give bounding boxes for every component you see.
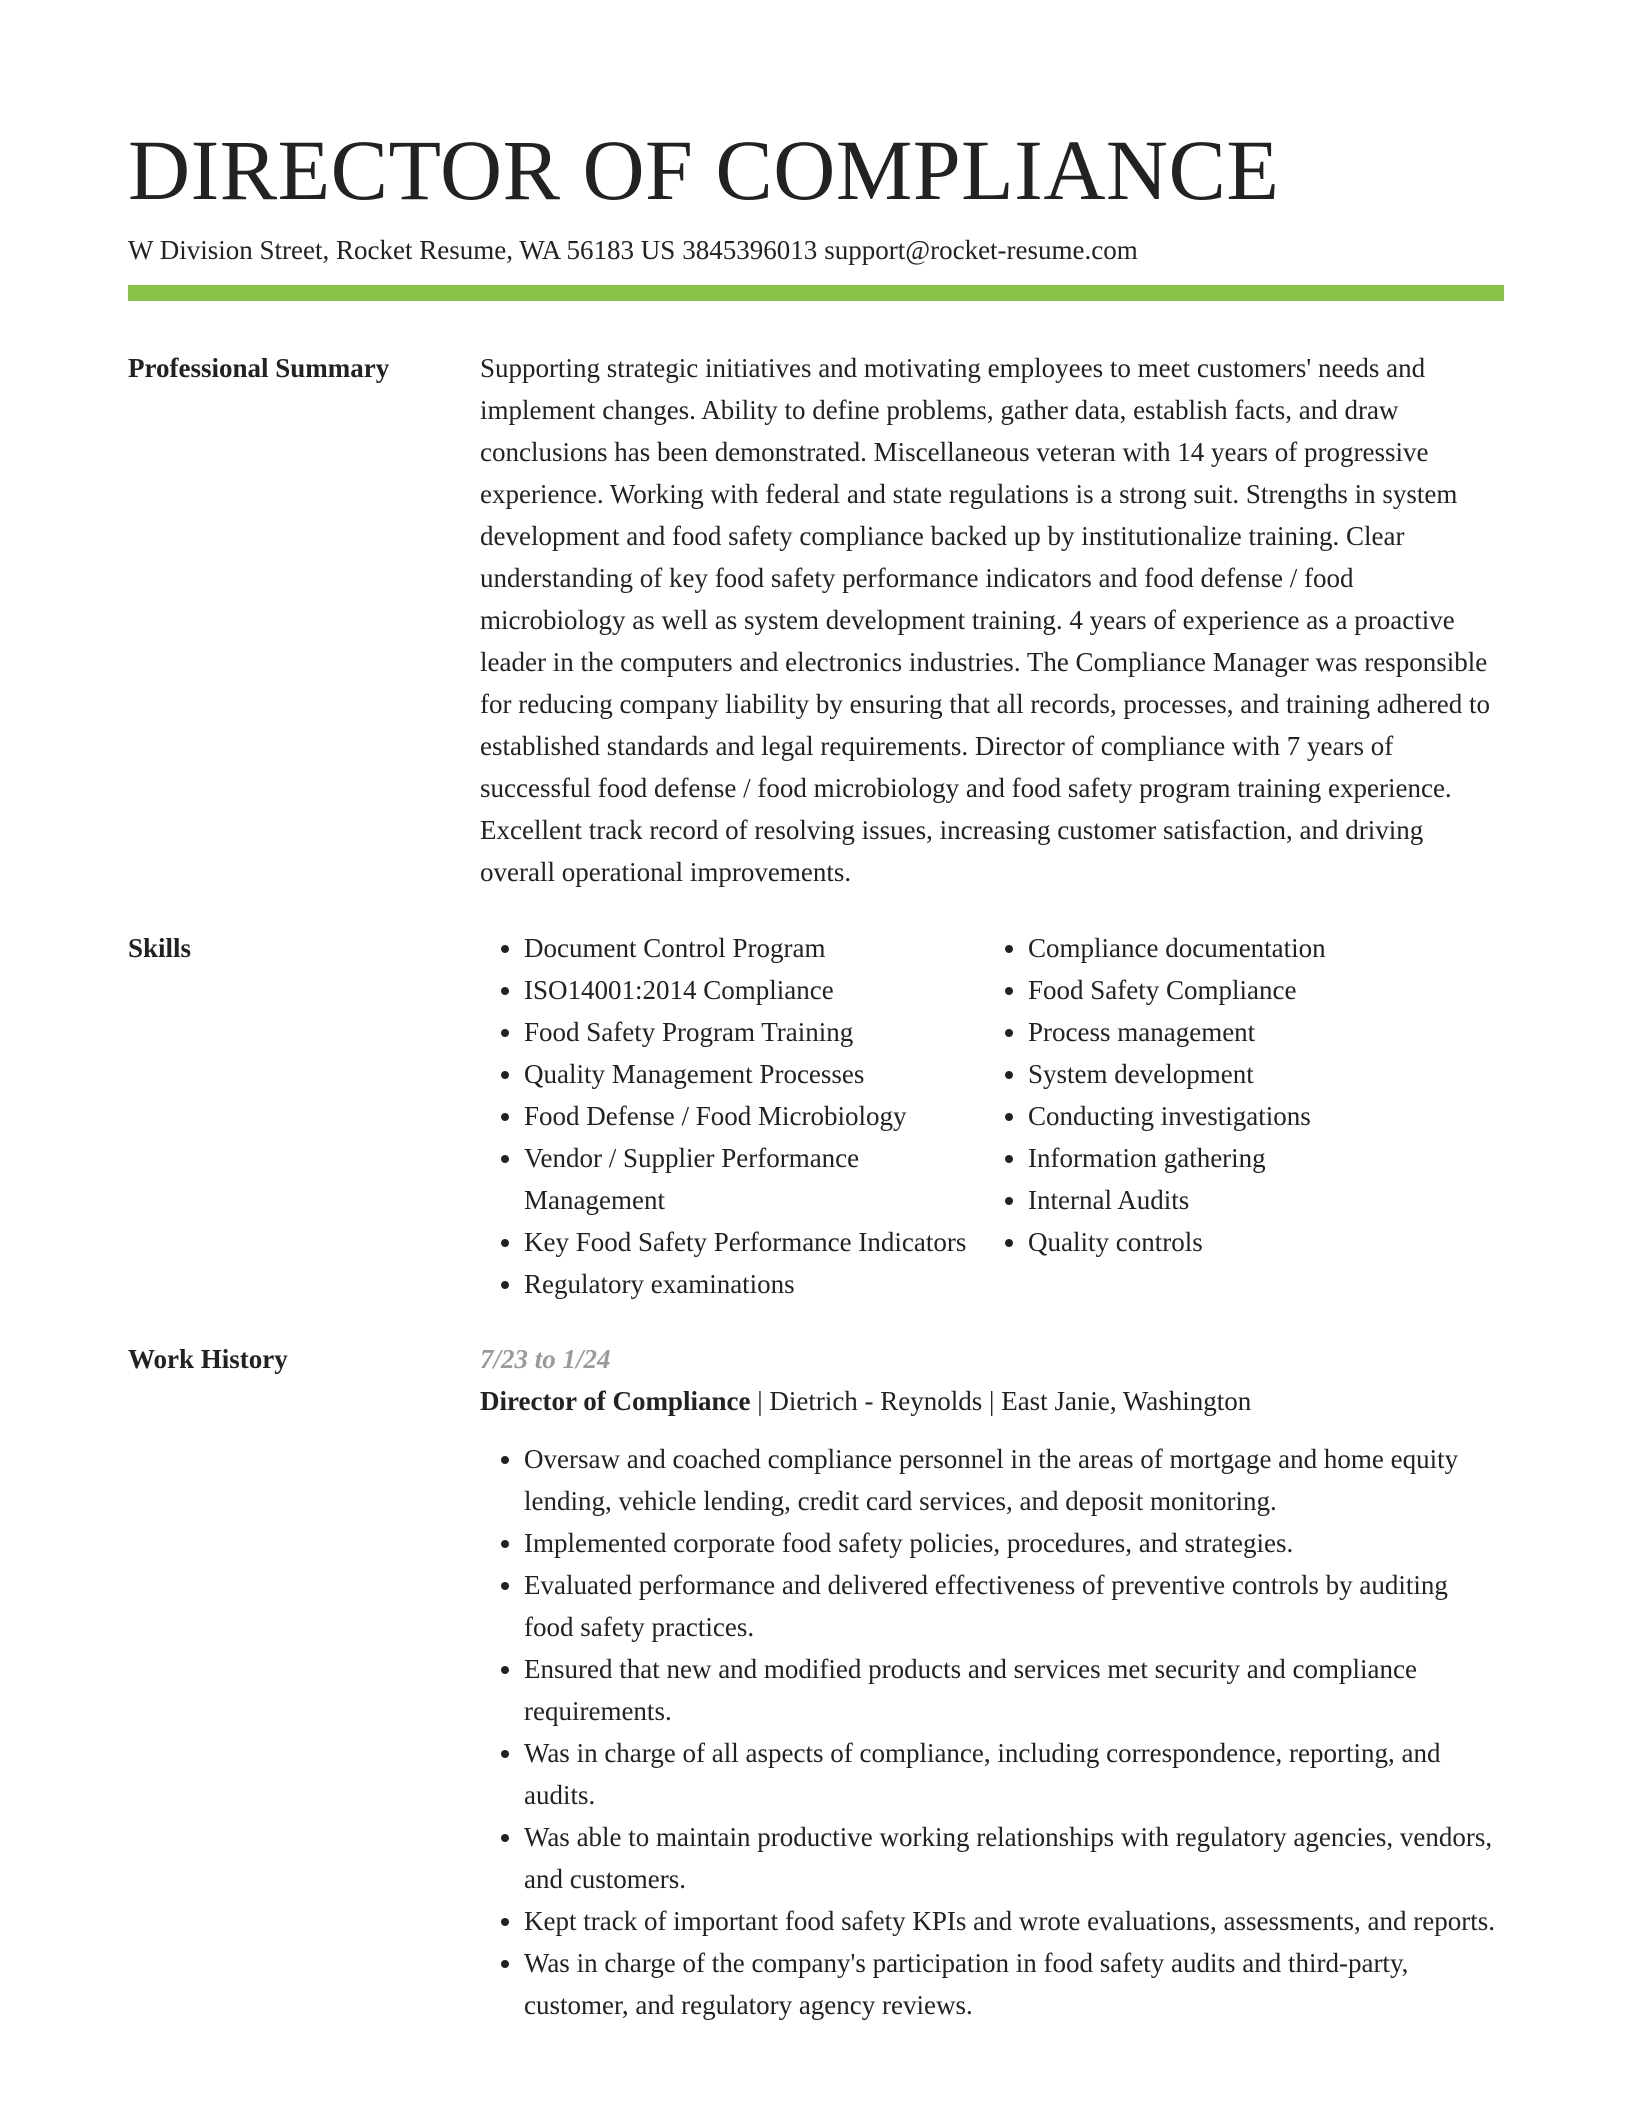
duty-item: • Was able to maintain productive working relationships with regulatory agencies, vendors, and customers.: [524, 1816, 1504, 1900]
summary-body: [480, 347, 1504, 893]
duty-item: • Evaluated performance and delivered effectiveness of preventive controls by auditing food safety practices.: [524, 1564, 1504, 1648]
summary-heading: Professional Summary: [128, 353, 390, 383]
skills-body: [480, 927, 1504, 1305]
skill-item: • Information gathering: [1028, 1137, 1504, 1179]
skill-item: • Conducting investigations: [1028, 1095, 1504, 1137]
job-heading: [480, 1380, 1504, 1422]
skill-item: • Regulatory examinations: [524, 1263, 984, 1305]
skill-item: • Key Food Safety Performance Indicators: [524, 1221, 984, 1263]
skill-item: • Food Defense / Food Microbiology: [524, 1095, 984, 1137]
contact-phone: 3845396013: [682, 235, 818, 265]
skill-item: • Quality Management Processes: [524, 1053, 984, 1095]
skills-column-2: [984, 927, 1504, 1305]
skill-item: • Compliance documentation: [1028, 927, 1504, 969]
duty-item: • Was in charge of all aspects of compliance, including correspondence, reporting, and audits.: [524, 1732, 1504, 1816]
job-employer-location: | Dietrich - Reynolds | East Janie, Washington: [750, 1386, 1252, 1416]
duty-item: • Kept track of important food safety KPIs and wrote evaluations, assessments, and reports.: [524, 1900, 1504, 1942]
contact-email[interactable]: support@rocket-resume.com: [824, 235, 1138, 265]
work-history-heading: Work History: [128, 1344, 288, 1374]
job-duties-list: [480, 1438, 1504, 2026]
skill-item: • Process management: [1028, 1011, 1504, 1053]
skills-column-1: [480, 927, 984, 1305]
skill-item: • ISO14001:2014 Compliance: [524, 969, 984, 1011]
duty-item: • Oversaw and coached compliance personnel in the areas of mortgage and home equity lending, vehicle lending, credit card services, and deposit monitoring.: [524, 1438, 1504, 1522]
header-divider: [128, 285, 1504, 301]
contact-line: [128, 232, 1145, 268]
duty-item: • Ensured that new and modified products and services met security and compliance requirements.: [524, 1648, 1504, 1732]
work-history-body: [480, 1338, 1504, 2026]
job-dates: 7/23 to 1/24: [480, 1344, 611, 1374]
job-title: Director of Compliance: [480, 1386, 751, 1416]
skill-item: • System development: [1028, 1053, 1504, 1095]
skill-item: • Quality controls: [1028, 1221, 1504, 1263]
skill-item: • Food Safety Program Training: [524, 1011, 984, 1053]
skill-item: • Internal Audits: [1028, 1179, 1504, 1221]
skill-item: • Food Safety Compliance: [1028, 969, 1504, 1011]
summary-text: Supporting strategic initiatives and motivating employees to meet customers' needs and implement changes. Ability to define problems, gather data, establish facts, and draw conclusions has been demonstrated. Miscellaneous veteran with 14 years of progressive experience. Working with federal and state regulations is a strong suit. Strengths in system development and food safety compliance backed up by institutionalize training. Clear understanding of key food safety performance indicators and food defense / food microbiology as well as system development training. 4 years of experience as a proactive leader in the computers and electronics industries. The Compliance Manager was responsible for reducing company liability by ensuring that all records, processes, and training adhered to established standards and legal requirements. Director of compliance with 7 years of successful food defense / food microbiology and food safety program training experience. Excellent track record of resolving issues, increasing customer satisfaction, and driving overall operational improvements.: [480, 353, 1490, 887]
resume-title: DIRECTOR OF COMPLIANCE: [128, 122, 1280, 218]
skill-item: • Document Control Program: [524, 927, 984, 969]
contact-address: W Division Street, Rocket Resume, WA 56183 US: [128, 235, 676, 265]
duty-item: • Was in charge of the company's participation in food safety audits and third-party, customer, and regulatory agency reviews.: [524, 1942, 1504, 2026]
duty-item: • Implemented corporate food safety policies, procedures, and strategies.: [524, 1522, 1504, 1564]
skills-heading: Skills: [128, 933, 192, 963]
skill-item: • Vendor / Supplier Performance Management: [524, 1137, 984, 1221]
